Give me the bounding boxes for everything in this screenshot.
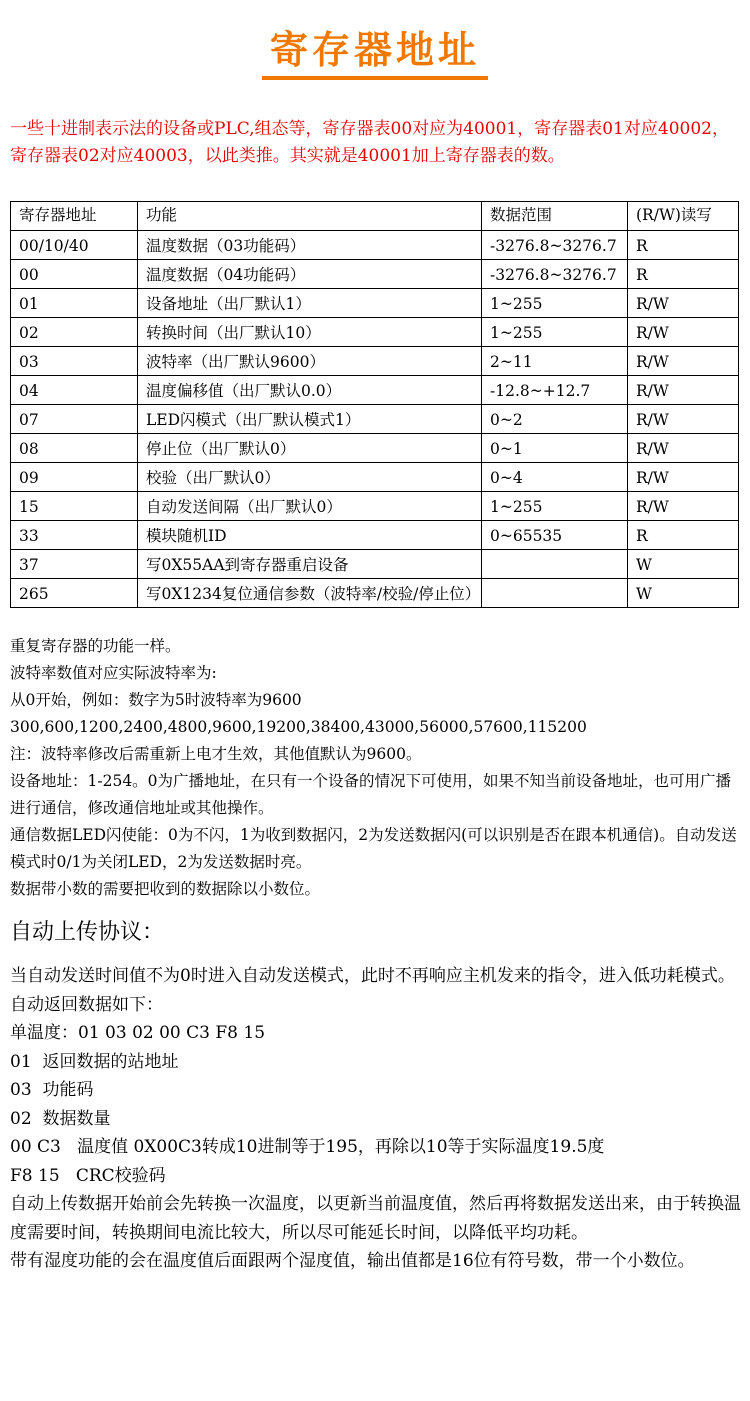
table-header-row [11,202,739,231]
cell-function: 波特率（出厂默认9600） [138,347,482,376]
notes-section [10,633,742,903]
table-row [11,376,739,405]
header-range: 数据范围 [482,202,628,231]
cell-rw: R/W [628,376,739,405]
cell-rw: W [628,579,739,608]
cell-range: 2~11 [482,347,628,376]
cell-address: 08 [11,434,138,463]
cell-range: 0~2 [482,405,628,434]
cell-range: -3276.8~3276.7 [482,231,628,260]
cell-address: 03 [11,347,138,376]
cell-range: 1~255 [482,289,628,318]
cell-rw: R/W [628,492,739,521]
cell-rw: R [628,521,739,550]
header-function: 功能 [138,202,482,231]
table-row [11,405,739,434]
table-row [11,550,739,579]
cell-address: 33 [11,521,138,550]
cell-rw: R/W [628,318,739,347]
cell-range [482,550,628,579]
cell-address: 09 [11,463,138,492]
table-row [11,434,739,463]
note-line: 注：波特率修改后需重新上电才生效，其他值默认为9600。 [10,745,422,763]
auto-upload-line: 02 数据数量 [10,1108,111,1129]
header-address: 寄存器地址 [11,202,138,231]
register-table-body [11,231,739,608]
table-row [11,260,739,289]
cell-range: 0~4 [482,463,628,492]
intro-text: 一些十进制表示法的设备或PLC,组态等，寄存器表00对应为40001，寄存器表01对应40002，寄存器表02对应40003，以此类推。其实就是40001加上寄存器表的数。 [10,119,729,166]
cell-function: 校验（出厂默认0） [138,463,482,492]
auto-upload-section [10,962,742,1276]
auto-upload-heading: 自动上传协议： [10,920,165,945]
cell-function: 设备地址（出厂默认1） [138,289,482,318]
table-row [11,347,739,376]
cell-range: 1~255 [482,318,628,347]
table-row [11,318,739,347]
cell-function: 温度偏移值（出厂默认0.0） [138,376,482,405]
auto-upload-line: 00 C3 温度值 0X00C3转成10进制等于195，再除以10等于实际温度19.5度 [10,1137,605,1157]
cell-function: 自动发送间隔（出厂默认0） [138,492,482,521]
table-row [11,492,739,521]
cell-address: 07 [11,405,138,434]
note-line: 波特率数值对应实际波特率为: [10,664,217,682]
cell-function: 温度数据（04功能码） [138,260,482,289]
auto-upload-line: 自动上传数据开始前会先转换一次温度，以更新当前温度值，然后再将数据发送出来，由于转换温度需要时间，转换期间电流比较大，所以尽可能延长时间，以降低平均功耗。 [10,1194,741,1243]
note-line: 数据带小数的需要把收到的数据除以小数位。 [10,880,321,898]
auto-upload-line: F8 15 CRC校验码 [10,1165,166,1186]
cell-rw: R/W [628,405,739,434]
table-row [11,463,739,492]
cell-range: 0~1 [482,434,628,463]
table-row [11,521,739,550]
table-row [11,231,739,260]
note-line: 通信数据LED闪使能：0为不闪，1为收到数据闪，2为发送数据闪(可以识别是否在跟本机通信)。自动发送模式时0/1为关闭LED，2为发送数据时亮。 [10,826,737,871]
page-title: 寄存器地址 [262,26,488,80]
cell-rw: R/W [628,289,739,318]
cell-rw: R/W [628,463,739,492]
cell-function: LED闪模式（出厂默认模式1） [138,405,482,434]
auto-upload-line: 自动返回数据如下： [10,994,163,1015]
cell-range: 0~65535 [482,521,628,550]
cell-rw: R [628,260,739,289]
auto-upload-line: 01 返回数据的站地址 [10,1051,179,1072]
cell-address: 00 [11,260,138,289]
cell-function: 写0X55AA到寄存器重启设备 [138,550,482,579]
auto-upload-line: 03 功能码 [10,1080,94,1100]
note-line: 重复寄存器的功能一样。 [10,637,181,655]
cell-function: 写0X1234复位通信参数（波特率/校验/停止位） [138,579,482,608]
cell-address: 37 [11,550,138,579]
cell-function: 模块随机ID [138,521,482,550]
cell-function: 停止位（出厂默认0） [138,434,482,463]
cell-range [482,579,628,608]
cell-address: 04 [11,376,138,405]
note-line: 300,600,1200,2400,4800,9600,19200,38400,43000,56000,57600,115200 [10,718,587,736]
note-line: 从0开始，例如：数字为5时波特率为9600 [10,691,302,709]
auto-upload-line: 带有湿度功能的会在温度值后面跟两个湿度值，输出值都是16位有符号数，带一个小数位。 [10,1251,695,1271]
auto-upload-line: 单温度：01 03 02 00 C3 F8 15 [10,1023,266,1043]
table-row [11,289,739,318]
cell-function: 温度数据（03功能码） [138,231,482,260]
cell-rw: R/W [628,347,739,376]
note-line: 设备地址：1-254。0为广播地址，在只有一个设备的情况下可使用，如果不知当前设备地址，也可用广播进行通信，修改通信地址或其他操作。 [10,772,732,817]
cell-rw: R/W [628,434,739,463]
cell-range: -12.8~+12.7 [482,376,628,405]
cell-range: -3276.8~3276.7 [482,260,628,289]
cell-address: 15 [11,492,138,521]
cell-address: 01 [11,289,138,318]
cell-range: 1~255 [482,492,628,521]
cell-function: 转换时间（出厂默认10） [138,318,482,347]
cell-rw: R [628,231,739,260]
table-row [11,579,739,608]
cell-address: 265 [11,579,138,608]
cell-rw: W [628,550,739,579]
cell-address: 00/10/40 [11,231,138,260]
register-table [10,201,739,608]
title-container [0,26,750,80]
cell-address: 02 [11,318,138,347]
header-rw: (R/W)读写 [628,202,739,231]
auto-upload-line: 当自动发送时间值不为0时进入自动发送模式，此时不再响应主机发来的指令，进入低功耗模式。 [10,966,735,986]
